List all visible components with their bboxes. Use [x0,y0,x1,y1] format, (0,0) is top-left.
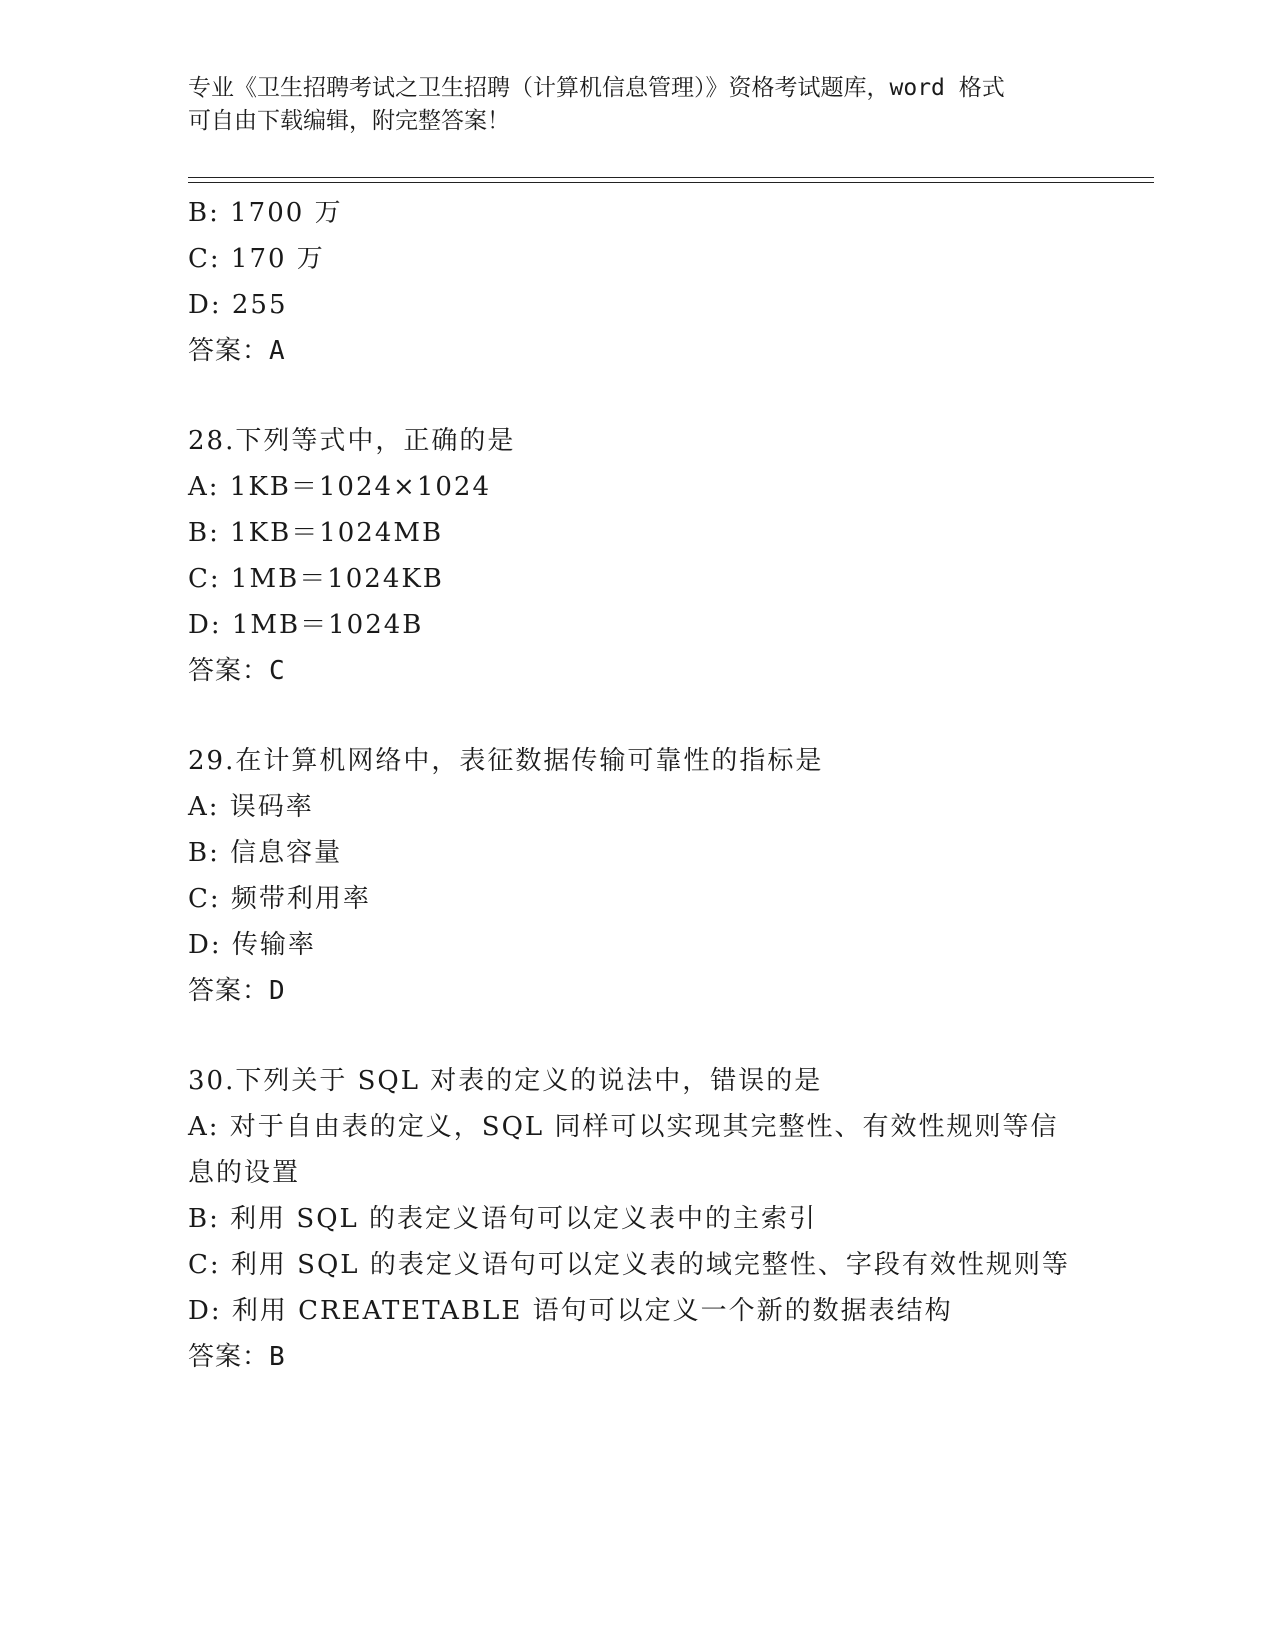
answer-line: 答案：A [188,336,286,366]
option-a: A: 对于自由表的定义，SQL 同样可以实现其完整性、有效性规则等信息的设置 [188,1112,1059,1188]
question-text: 28.下列等式中，正确的是 [188,426,516,456]
header-divider-top [188,177,1154,178]
option-b: B: 1KB＝1024MB [188,518,444,548]
answer-line: 答案：B [188,1342,286,1372]
page-header [188,72,1068,138]
option-b: B: 信息容量 [188,838,343,868]
option-d: D: 利用 CREATETABLE 语句可以定义一个新的数据表结构 [188,1296,953,1326]
option-d: D: 传输率 [188,930,316,960]
option-d: D: 1MB＝1024B [188,610,424,640]
header-line-1: 专业《卫生招聘考试之卫生招聘（计算机信息管理）》资格考试题库，word 格式 [188,75,1005,101]
question-text: 29.在计算机网络中，表征数据传输可靠性的指标是 [188,746,824,776]
option-c: C: 频带利用率 [188,884,371,914]
question-text: 30.下列关于 SQL 对表的定义的说法中，错误的是 [188,1066,823,1096]
question-block-30 [188,1058,1088,1380]
question-list [188,190,1088,1380]
option-c: C: 1MB＝1024KB [188,564,444,594]
option-b: B: 利用 SQL 的表定义语句可以定义表中的主索引 [188,1204,818,1234]
header-line-2: 可自由下载编辑，附完整答案！ [188,108,510,134]
option-d: D: 255 [188,290,288,320]
option-a: A: 1KB＝1024×1024 [188,472,491,502]
option-a: A: 误码率 [188,792,314,822]
answer-line: 答案：D [188,976,286,1006]
question-block-28 [188,418,1088,694]
answer-line: 答案：C [188,656,286,686]
option-c: C: 利用 SQL 的表定义语句可以定义表的域完整性、字段有效性规则等 [188,1250,1070,1280]
header-divider-bottom [188,182,1154,183]
option-c: C: 170 万 [188,244,325,274]
question-block-27 [188,190,1088,374]
question-block-29 [188,738,1088,1014]
option-b: B: 1700 万 [188,198,343,228]
